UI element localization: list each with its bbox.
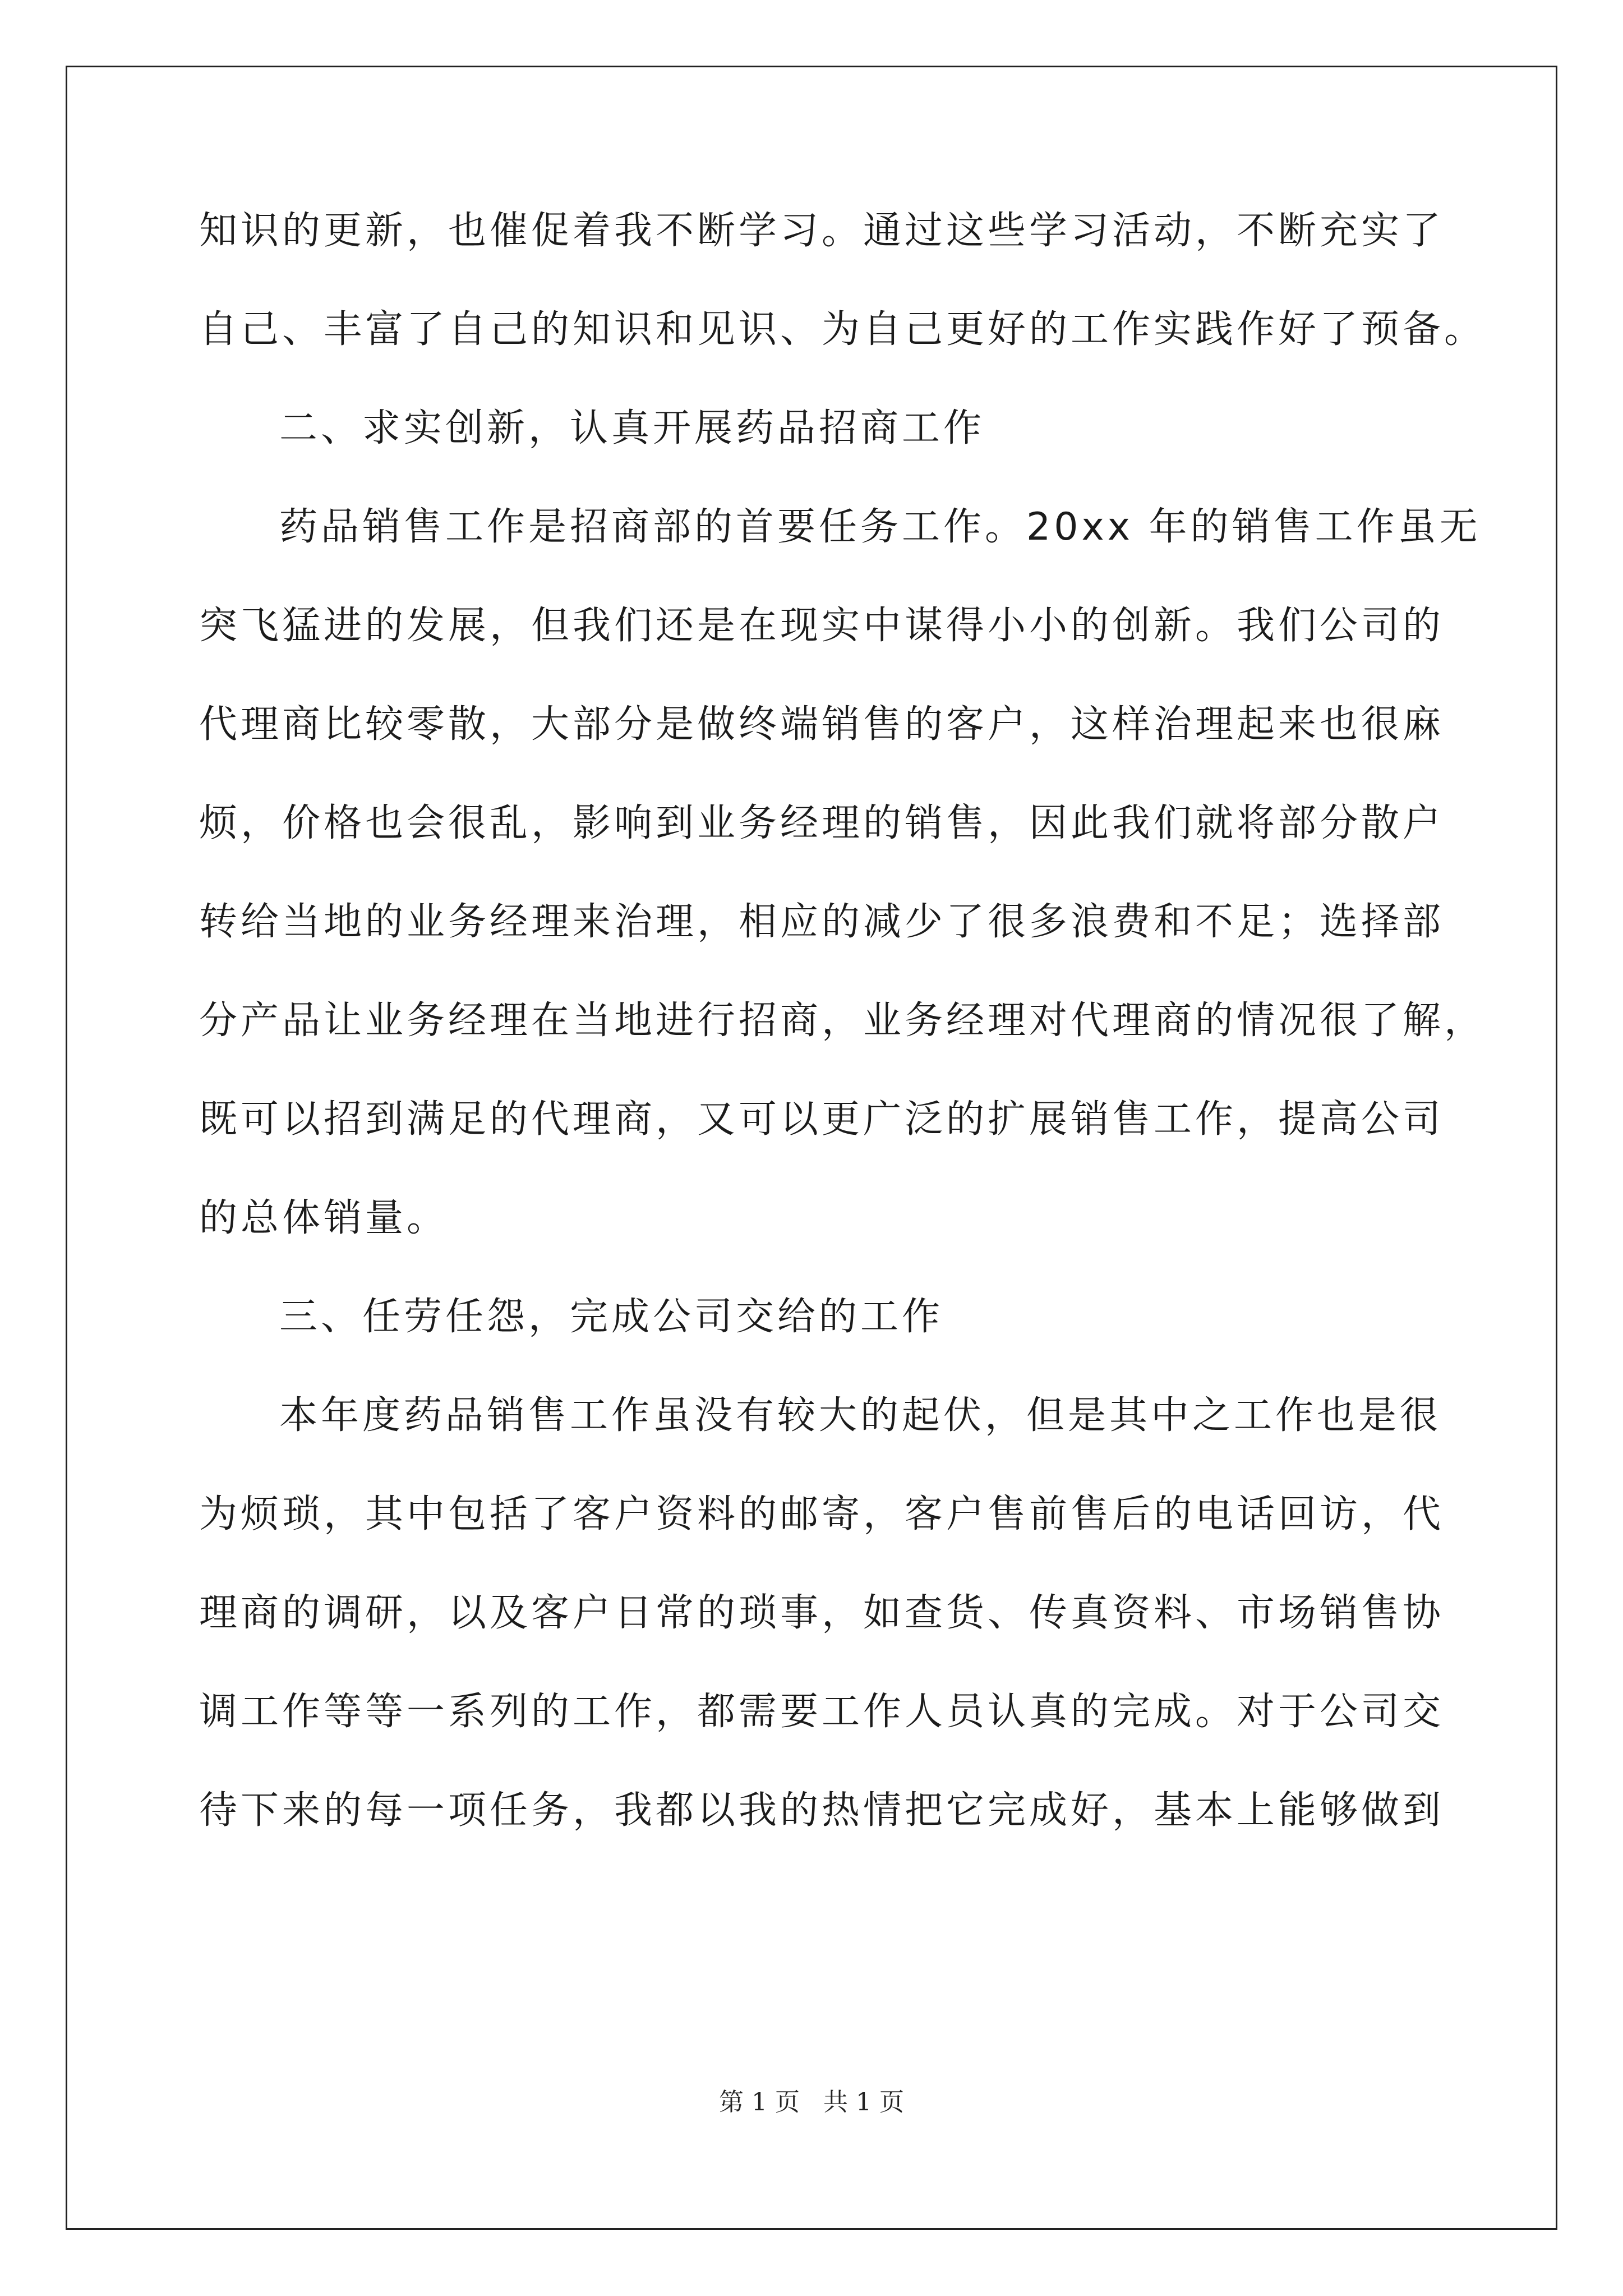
section-heading: 二、求实创新，认真开展药品招商工作 xyxy=(279,406,985,450)
page-border xyxy=(66,66,1557,2230)
text-line: 待下来的每一项任务，我都以我的热情把它完成好，基本上能够做到 xyxy=(199,1788,1445,1833)
text-line: 调工作等等一系列的工作，都需要工作人员认真的完成。对于公司交 xyxy=(199,1690,1445,1734)
text-line: 自己、丰富了自己的知识和见识、为自己更好的工作实践作好了预备。 xyxy=(199,307,1486,352)
page-footer xyxy=(0,2087,1623,2118)
text-line: 本年度药品销售工作虽没有较大的起伏，但是其中之工作也是很 xyxy=(279,1393,1442,1438)
page-number: 第 1 页 xyxy=(719,2088,800,2116)
text-line: 突飞猛进的发展，但我们还是在现实中谋得小小的创新。我们公司的 xyxy=(199,604,1445,648)
text-line: 代理商比较零散，大部分是做终端销售的客户，这样治理起来也很麻 xyxy=(199,702,1445,747)
text-line: 烦，价格也会很乱，影响到业务经理的销售，因此我们就将部分散户 xyxy=(199,801,1445,845)
page-total: 共 1 页 xyxy=(823,2088,904,2116)
text-line: 的总体销量。 xyxy=(199,1196,449,1240)
section-heading: 三、任劳任怨，完成公司交给的工作 xyxy=(279,1295,944,1339)
text-line: 转给当地的业务经理来治理，相应的减少了很多浪费和不足；选择部 xyxy=(199,900,1445,944)
text-line: 理商的调研，以及客户日常的琐事，如查货、传真资料、市场销售协 xyxy=(199,1591,1445,1635)
text-line: 知识的更新，也催促着我不断学习。通过这些学习活动，不断充实了 xyxy=(199,209,1445,253)
text-line: 药品销售工作是招商部的首要任务工作。20xx 年的销售工作虽无 xyxy=(279,505,1481,549)
text-line: 既可以招到满足的代理商，又可以更广泛的扩展销售工作，提高公司 xyxy=(199,1097,1445,1142)
text-line: 为烦琐，其中包括了客户资料的邮寄，客户售前售后的电话回访，代 xyxy=(199,1492,1445,1536)
text-line: 分产品让业务经理在当地进行招商，业务经理对代理商的情况很了解， xyxy=(199,999,1486,1043)
